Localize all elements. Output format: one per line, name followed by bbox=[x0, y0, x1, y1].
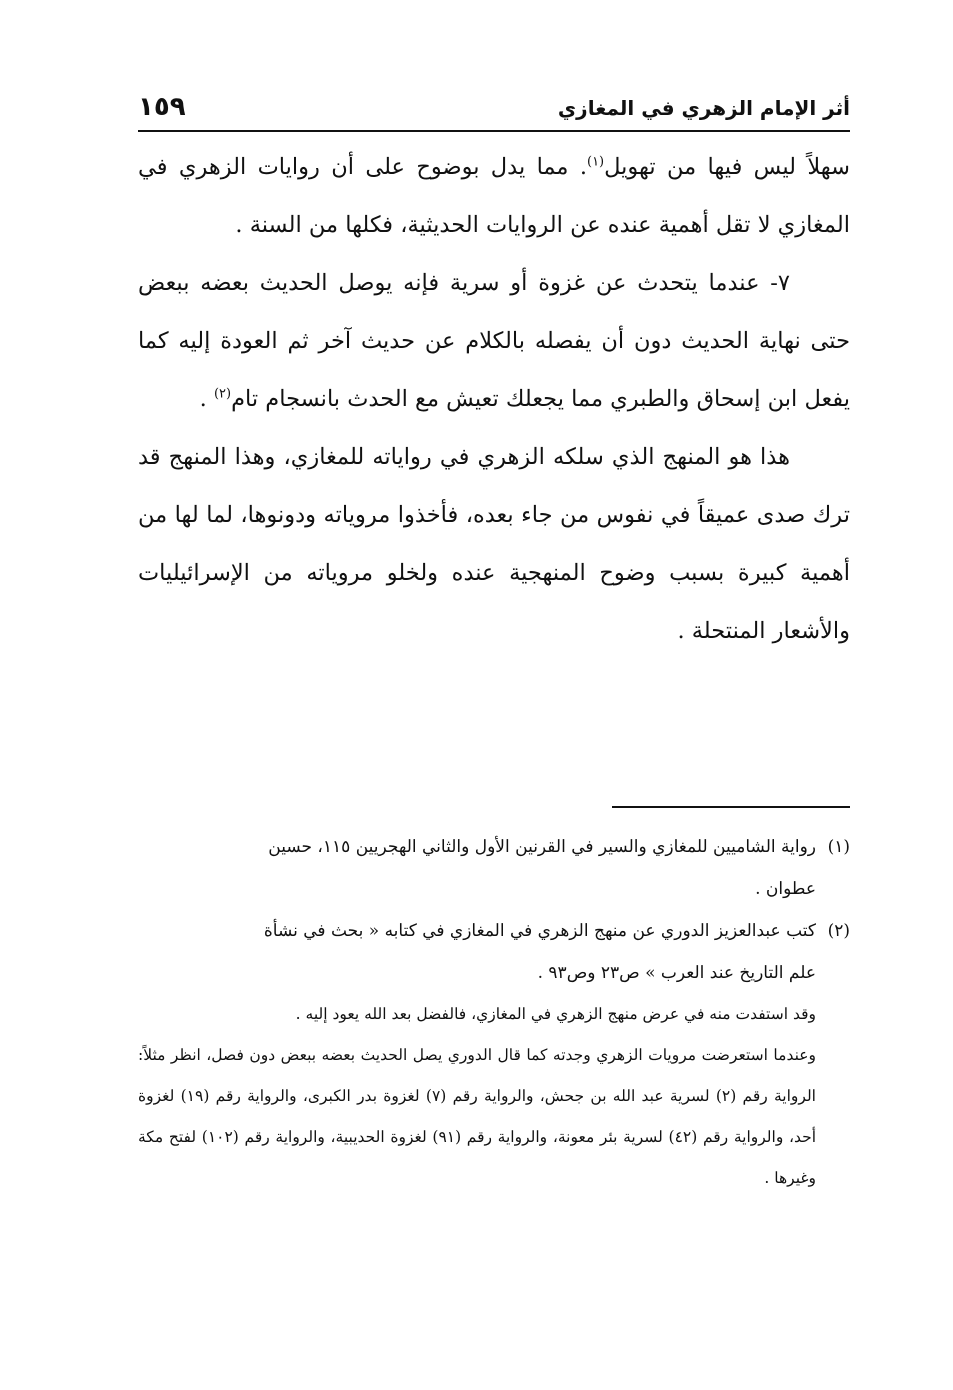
footnote-1 bbox=[138, 826, 850, 868]
main-text bbox=[138, 138, 850, 660]
footnote-number: (١) bbox=[827, 837, 850, 857]
footnote-text: وعندما استعرضت مرويات الزهري وجدته كما قال الدوري يصل الحديث بعضه ببعض دون فصل، انظر مثلاً: الرواية رقم (٢) لسرية عبد الله بن جحش، والرواية رقم (٧) لغزوة بدر الكبرى، والرواية رقم (١٩) لغزوة أحد، والرواية رقم (٤٢) لسرية بئر معونة، والرواية رقم (٩١) لغزوة الحديبية، والرواية رقم (١٠٢) لفتح مكة وغيرها . bbox=[138, 1046, 817, 1187]
running-title: أثر الإمام الزهري في المغازي bbox=[557, 96, 850, 120]
paragraph-text: . bbox=[199, 386, 214, 412]
footnote-number: (٢) bbox=[827, 921, 850, 941]
conclusion-paragraph: هذا هو المنهج الذي سلكه الزهري في رواياته للمغازي، وهذا المنهج قد ترك صدى عميقاً في نفوس من جاء بعده، فأخذوا مروياته ودونوها، لما لها من أهمية كبيرة بسبب وضوح المنهجية عنده ولخلو مروياته من الإسرائيليات والأشعار المنتحلة . bbox=[138, 444, 850, 644]
footnote-text: كتب عبدالعزيز الدوري عن منهج الزهري في المغازي في كتابه « بحث في نشأة bbox=[263, 921, 816, 941]
footnote-separator bbox=[612, 806, 850, 808]
numbered-point-7 bbox=[138, 254, 850, 428]
footnote-reference: (٢) bbox=[213, 386, 232, 402]
footnote-text: رواية الشاميين للمغازي والسير في القرنين الأول والثاني الهجريين ١١٥، حسين bbox=[268, 837, 816, 857]
footnote-2 bbox=[138, 910, 850, 952]
footnotes bbox=[138, 826, 850, 1199]
paragraph-continuation bbox=[138, 138, 850, 254]
footnote-text: وقد استفدت منه في عرض منهج الزهري في المغازي، فالفضل بعد الله يعود إليه . bbox=[295, 1005, 816, 1023]
footnote-text: عطوان . bbox=[755, 879, 816, 899]
page-header bbox=[138, 92, 850, 132]
paragraph-text: . مما يدل بوضوح على أن روايات الزهري في المغازي لا تقل أهمية عنده عن الروايات الحديثية، فكلها من السنة . bbox=[138, 154, 850, 238]
paragraph-text: ٧- عندما يتحدث عن غزوة أو سرية فإنه يوصل الحديث بعضه ببعض حتى نهاية الحديث دون أن يفصله بالكلام عن حديث آخر ثم العودة إليه كما يفعل ابن إسحاق والطبري مما يجعلك تعيش مع الحدث بانسجام تام bbox=[138, 270, 850, 412]
footnote-reference: (١) bbox=[586, 154, 605, 170]
page-number: ١٥٩ bbox=[138, 92, 186, 122]
footnote-text: علم التاريخ عند العرب » ص٢٣ وص٩٣ . bbox=[537, 963, 816, 983]
paragraph-text: سهلاً ليس فيها من تهويل bbox=[604, 154, 850, 180]
